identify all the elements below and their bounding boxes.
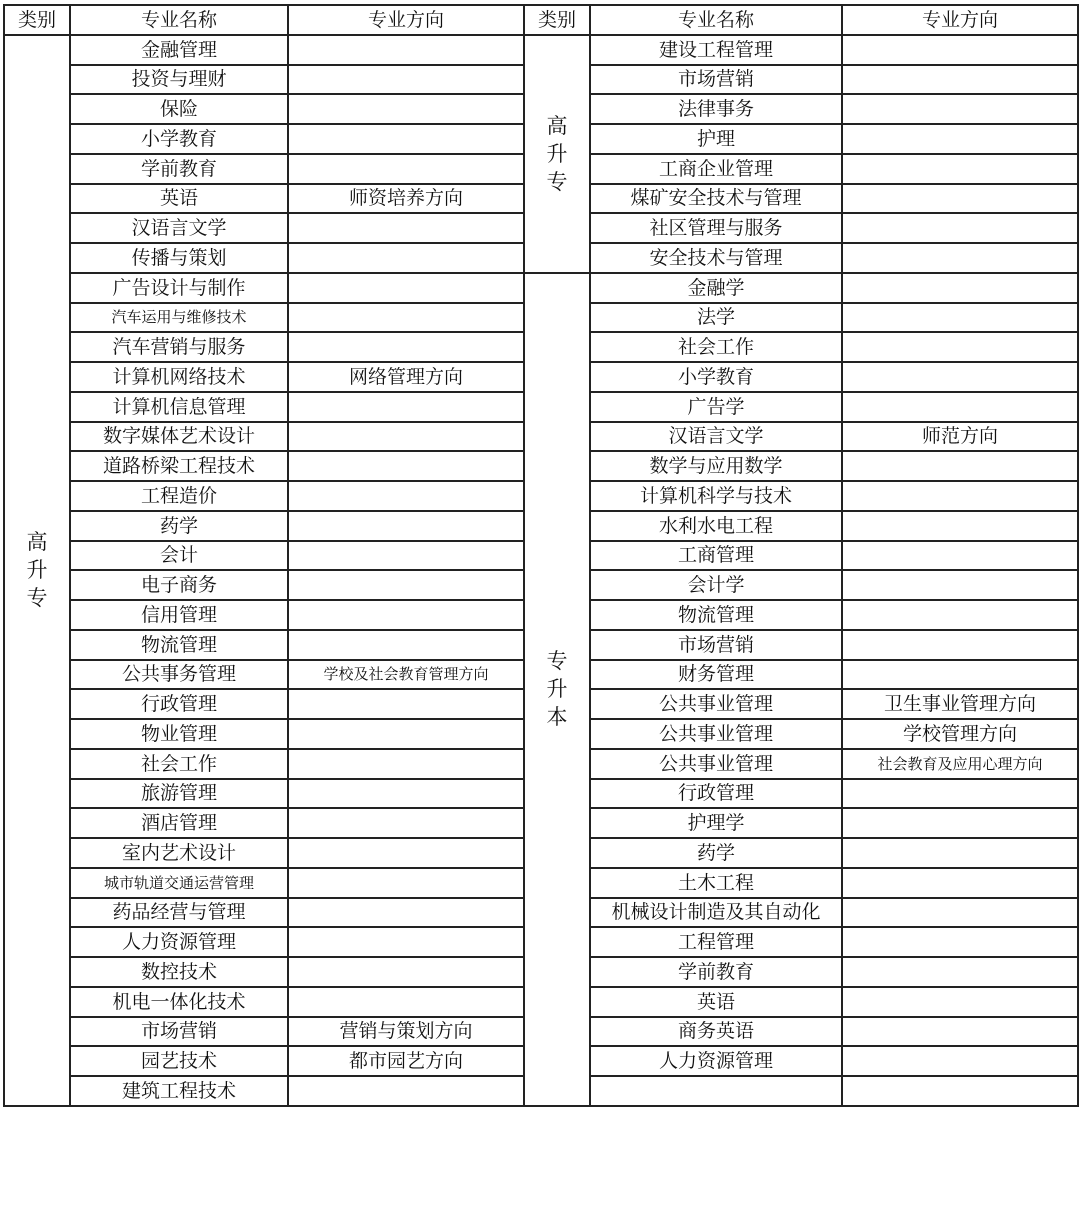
direction-cell <box>288 243 524 273</box>
direction-cell <box>842 65 1078 95</box>
major-name-cell: 水利水电工程 <box>590 511 842 541</box>
category-label: 高升专 <box>546 113 568 194</box>
major-name-cell: 护理 <box>590 124 842 154</box>
major-name-cell: 广告学 <box>590 392 842 422</box>
category-label: 专升本 <box>546 649 568 730</box>
major-name-cell: 行政管理 <box>70 689 288 719</box>
direction-cell <box>842 570 1078 600</box>
direction-cell <box>288 422 524 452</box>
direction-cell <box>288 898 524 928</box>
major-name-cell: 会计学 <box>590 570 842 600</box>
header-category-right: 类别 <box>524 5 590 35</box>
header-major-name-left: 专业名称 <box>70 5 288 35</box>
direction-cell <box>842 868 1078 898</box>
major-name-cell: 广告设计与制作 <box>70 273 288 303</box>
major-name-cell: 市场营销 <box>70 1017 288 1047</box>
direction-cell <box>288 927 524 957</box>
direction-cell <box>842 392 1078 422</box>
direction-cell <box>288 35 524 65</box>
header-direction-left: 专业方向 <box>288 5 524 35</box>
major-name-cell: 公共事业管理 <box>590 719 842 749</box>
major-name-cell: 学前教育 <box>70 154 288 184</box>
major-name-cell: 信用管理 <box>70 600 288 630</box>
direction-cell <box>842 898 1078 928</box>
direction-cell: 营销与策划方向 <box>288 1017 524 1047</box>
direction-cell <box>288 213 524 243</box>
major-name-cell: 行政管理 <box>590 779 842 809</box>
major-name-cell: 学前教育 <box>590 957 842 987</box>
direction-cell <box>842 838 1078 868</box>
major-name-cell: 社会工作 <box>70 749 288 779</box>
direction-cell <box>842 511 1078 541</box>
major-name-cell: 数字媒体艺术设计 <box>70 422 288 452</box>
direction-cell: 学校管理方向 <box>842 719 1078 749</box>
direction-cell: 学校及社会教育管理方向 <box>288 660 524 690</box>
major-name-cell: 护理学 <box>590 808 842 838</box>
direction-cell: 师范方向 <box>842 422 1078 452</box>
major-name-cell: 英语 <box>590 987 842 1017</box>
direction-cell <box>288 124 524 154</box>
direction-cell <box>842 362 1078 392</box>
direction-cell <box>288 570 524 600</box>
direction-cell <box>288 303 524 333</box>
major-name-cell: 小学教育 <box>70 124 288 154</box>
direction-cell: 卫生事业管理方向 <box>842 689 1078 719</box>
major-name-cell: 机械设计制造及其自动化 <box>590 898 842 928</box>
header-category-left: 类别 <box>4 5 70 35</box>
major-name-cell: 工程造价 <box>70 481 288 511</box>
direction-cell <box>842 273 1078 303</box>
major-name-cell: 英语 <box>70 184 288 214</box>
major-name-cell: 金融管理 <box>70 35 288 65</box>
major-name-cell: 公共事务管理 <box>70 660 288 690</box>
table-row <box>4 273 1078 303</box>
direction-cell <box>288 987 524 1017</box>
major-name-cell: 财务管理 <box>590 660 842 690</box>
major-name-cell: 汉语言文学 <box>590 422 842 452</box>
direction-cell <box>842 808 1078 838</box>
major-name-cell: 物业管理 <box>70 719 288 749</box>
direction-cell <box>288 838 524 868</box>
table-body <box>4 35 1078 1106</box>
major-name-cell: 数学与应用数学 <box>590 451 842 481</box>
major-name-cell: 小学教育 <box>590 362 842 392</box>
major-name-cell: 物流管理 <box>590 600 842 630</box>
direction-cell <box>842 1046 1078 1076</box>
header-row <box>4 5 1078 35</box>
direction-cell <box>288 600 524 630</box>
major-name-cell: 道路桥梁工程技术 <box>70 451 288 481</box>
major-name-cell: 传播与策划 <box>70 243 288 273</box>
direction-cell <box>288 689 524 719</box>
direction-cell <box>288 481 524 511</box>
direction-cell <box>288 65 524 95</box>
major-name-cell: 旅游管理 <box>70 779 288 809</box>
major-name-cell: 煤矿安全技术与管理 <box>590 184 842 214</box>
category-cell-right <box>524 273 590 1106</box>
direction-cell <box>842 987 1078 1017</box>
major-name-cell: 电子商务 <box>70 570 288 600</box>
major-name-cell: 人力资源管理 <box>590 1046 842 1076</box>
major-name-cell: 城市轨道交通运营管理 <box>70 868 288 898</box>
category-cell-left <box>4 35 70 1106</box>
direction-cell <box>288 779 524 809</box>
direction-cell <box>288 511 524 541</box>
direction-cell <box>288 451 524 481</box>
major-name-cell: 汽车营销与服务 <box>70 332 288 362</box>
direction-cell: 社会教育及应用心理方向 <box>842 749 1078 779</box>
major-name-cell: 市场营销 <box>590 630 842 660</box>
direction-cell <box>842 94 1078 124</box>
direction-cell <box>288 273 524 303</box>
category-cell-right <box>524 35 590 273</box>
major-name-cell: 药学 <box>70 511 288 541</box>
direction-cell <box>842 451 1078 481</box>
direction-cell <box>288 749 524 779</box>
major-name-cell: 投资与理财 <box>70 65 288 95</box>
header-major-name-right: 专业名称 <box>590 5 842 35</box>
direction-cell <box>842 660 1078 690</box>
direction-cell <box>842 332 1078 362</box>
major-name-cell: 公共事业管理 <box>590 749 842 779</box>
direction-cell <box>288 541 524 571</box>
major-name-cell: 公共事业管理 <box>590 689 842 719</box>
direction-cell <box>842 600 1078 630</box>
major-name-cell: 汽车运用与维修技术 <box>70 303 288 333</box>
direction-cell <box>288 719 524 749</box>
major-name-cell: 会计 <box>70 541 288 571</box>
direction-cell: 师资培养方向 <box>288 184 524 214</box>
major-name-cell: 建筑工程技术 <box>70 1076 288 1106</box>
major-name-cell: 机电一体化技术 <box>70 987 288 1017</box>
major-name-cell: 室内艺术设计 <box>70 838 288 868</box>
direction-cell <box>842 630 1078 660</box>
major-name-cell: 金融学 <box>590 273 842 303</box>
direction-cell <box>288 392 524 422</box>
direction-cell <box>842 124 1078 154</box>
direction-cell <box>288 630 524 660</box>
direction-cell <box>842 779 1078 809</box>
direction-cell <box>842 184 1078 214</box>
direction-cell <box>842 541 1078 571</box>
major-name-cell: 工程管理 <box>590 927 842 957</box>
direction-cell <box>842 35 1078 65</box>
major-name-cell: 园艺技术 <box>70 1046 288 1076</box>
major-name-cell: 物流管理 <box>70 630 288 660</box>
major-name-cell: 法律事务 <box>590 94 842 124</box>
major-name-cell: 工商管理 <box>590 541 842 571</box>
direction-cell <box>288 332 524 362</box>
direction-cell <box>842 243 1078 273</box>
major-name-cell: 人力资源管理 <box>70 927 288 957</box>
direction-cell <box>842 1076 1078 1106</box>
major-name-cell <box>590 1076 842 1106</box>
direction-cell <box>842 1017 1078 1047</box>
table-row <box>4 35 1078 65</box>
major-name-cell: 工商企业管理 <box>590 154 842 184</box>
major-name-cell: 土木工程 <box>590 868 842 898</box>
category-label: 高升专 <box>26 530 48 611</box>
direction-cell <box>288 94 524 124</box>
major-name-cell: 数控技术 <box>70 957 288 987</box>
major-name-cell: 社区管理与服务 <box>590 213 842 243</box>
direction-cell <box>842 154 1078 184</box>
header-direction-right: 专业方向 <box>842 5 1078 35</box>
direction-cell: 都市园艺方向 <box>288 1046 524 1076</box>
direction-cell <box>288 808 524 838</box>
direction-cell <box>842 303 1078 333</box>
major-name-cell: 市场营销 <box>590 65 842 95</box>
direction-cell <box>288 957 524 987</box>
major-name-cell: 安全技术与管理 <box>590 243 842 273</box>
major-name-cell: 药品经营与管理 <box>70 898 288 928</box>
direction-cell <box>842 213 1078 243</box>
major-name-cell: 法学 <box>590 303 842 333</box>
direction-cell: 网络管理方向 <box>288 362 524 392</box>
majors-table <box>3 4 1079 1107</box>
major-name-cell: 商务英语 <box>590 1017 842 1047</box>
major-name-cell: 药学 <box>590 838 842 868</box>
direction-cell <box>288 154 524 184</box>
major-name-cell: 保险 <box>70 94 288 124</box>
direction-cell <box>288 1076 524 1106</box>
major-name-cell: 酒店管理 <box>70 808 288 838</box>
direction-cell <box>288 868 524 898</box>
major-name-cell: 计算机信息管理 <box>70 392 288 422</box>
direction-cell <box>842 481 1078 511</box>
major-name-cell: 社会工作 <box>590 332 842 362</box>
major-name-cell: 建设工程管理 <box>590 35 842 65</box>
major-name-cell: 计算机科学与技术 <box>590 481 842 511</box>
direction-cell <box>842 957 1078 987</box>
major-name-cell: 汉语言文学 <box>70 213 288 243</box>
major-name-cell: 计算机网络技术 <box>70 362 288 392</box>
direction-cell <box>842 927 1078 957</box>
